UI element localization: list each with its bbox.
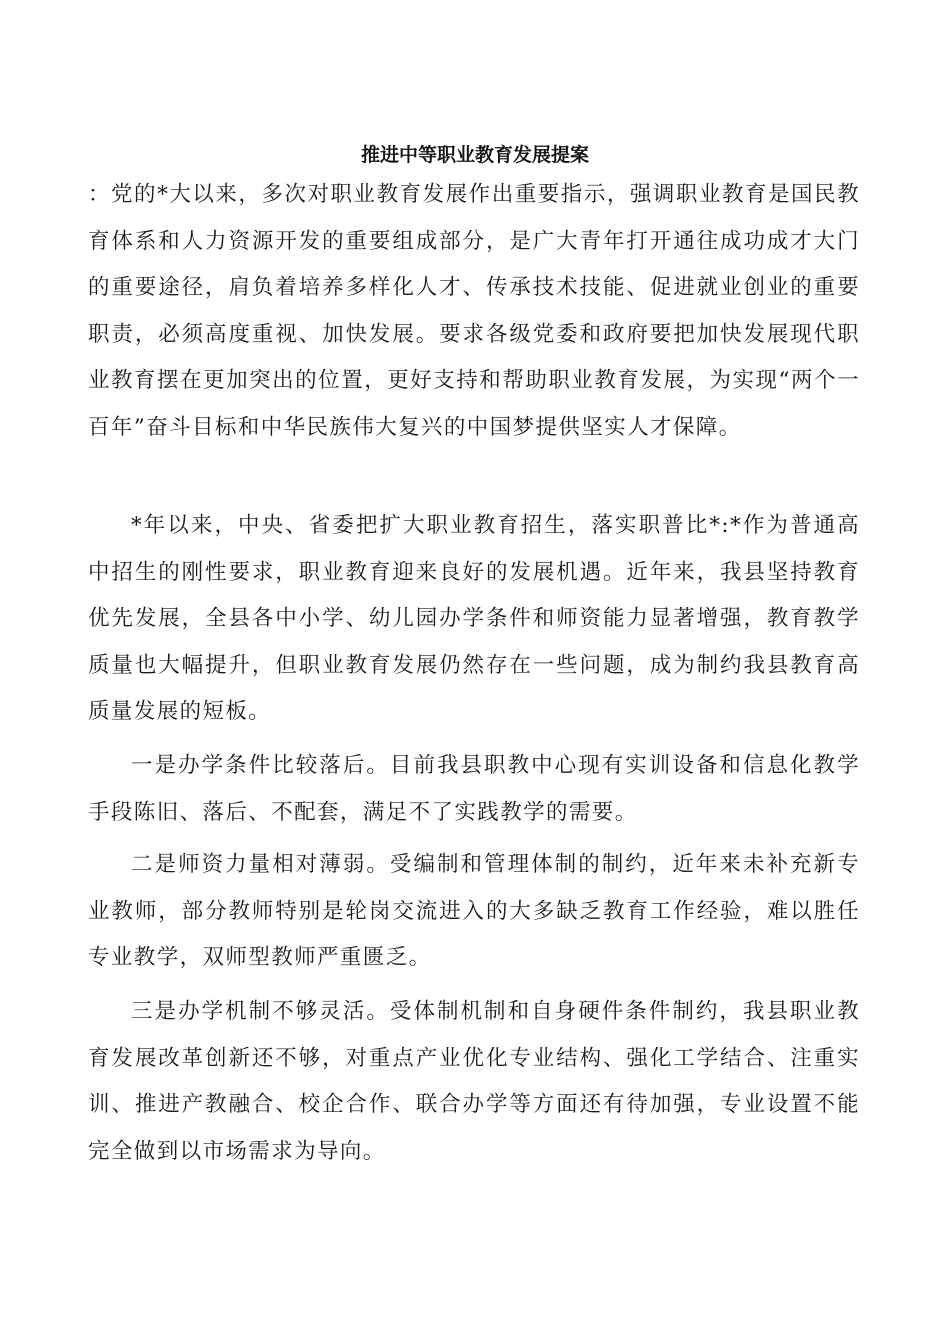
paragraph-problem-mechanism: 三是办学机制不够灵活。受体制机制和自身硬件条件制约，我县职业教育发展改革创新还不够，对重点产业优化专业结构、强化工学结合、注重实训、推进产教融合、校企合作、联合办学等方面还有待加强，专业设置不能完全做到以市场需求为导向。 <box>88 999 860 1164</box>
paragraph-introduction: ：党的*大以来，多次对职业教育发展作出重要指示，强调职业教育是国民教育体系和人力资源开发的重要组成部分，是广大青年打开通往成功成才大门的重要途径，肩负着培养多样化人才、传承技术技能、促进就业创业的重要职责，必须高度重视、加快发展。要求各级党委和政府要把加快发展现代职业教育摆在更加突出的位置，更好支持和帮助职业教育发展，为实现“两个一百年”奋斗目标和中华民族伟大复兴的中国梦提供坚实人才保障。 <box>88 182 860 440</box>
paragraph-background: *年以来，中央、省委把扩大职业教育招生，落实职普比*:*作为普通高中招生的刚性要求，职业教育迎来良好的发展机遇。近年来，我县坚持教育优先发展，全县各中小学、幼儿园办学条件和师资能力显著增强，教育教学质量也大幅提升，但职业教育发展仍然存在一些问题，成为制约我县教育高质量发展的短板。 <box>88 513 860 725</box>
paragraph-problem-teachers: 二是师资力量相对薄弱。受编制和管理体制的制约，近年来未补充新专业教师，部分教师特别是轮岗交流进入的大多缺乏教育工作经验，难以胜任专业教学，双师型教师严重匮乏。 <box>88 852 860 971</box>
document-title: 推进中等职业教育发展提案 <box>360 144 589 166</box>
paragraph-problem-facilities: 一是办学条件比较落后。目前我县职教中心现有实训设备和信息化教学手段陈旧、落后、不配套，满足不了实践教学的需要。 <box>88 753 860 825</box>
